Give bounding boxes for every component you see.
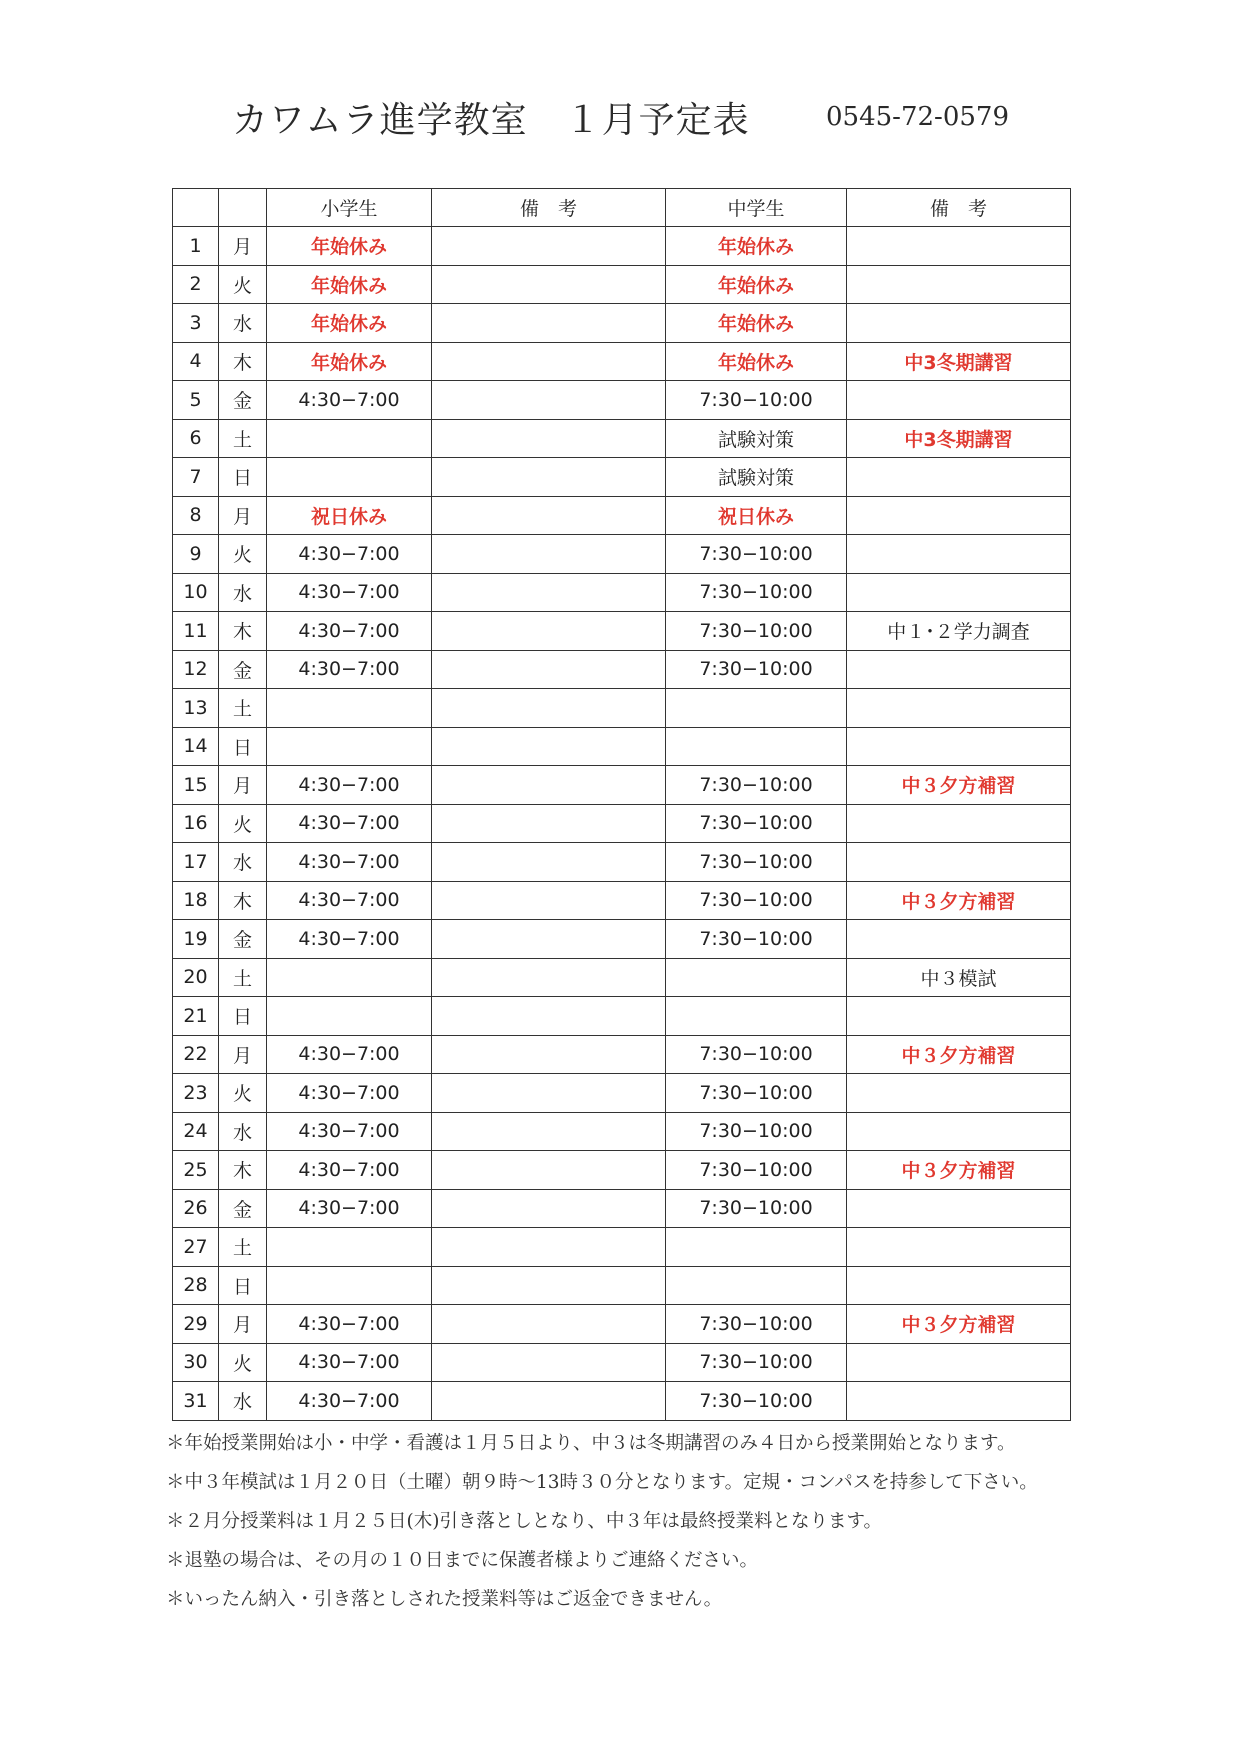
footnote: ＊退塾の場合は、その月の１０日までに保護者様よりご連絡ください。 <box>166 1550 759 1571</box>
cell-middle-note <box>847 843 1071 882</box>
cell-elementary-note <box>432 727 666 766</box>
cell-weekday: 金 <box>219 650 267 689</box>
cell-elementary: 祝日休み <box>267 496 432 535</box>
cell-weekday: 日 <box>219 997 267 1036</box>
cell-middle-note <box>847 265 1071 304</box>
cell-weekday: 土 <box>219 1228 267 1267</box>
cell-day: 17 <box>173 843 219 882</box>
cell-elementary-note <box>432 304 666 343</box>
cell-middle-school: 試験対策 <box>666 419 847 458</box>
cell-middle-school: 7:30−10:00 <box>666 1151 847 1190</box>
schedule-body <box>173 227 1071 1421</box>
table-row <box>173 381 1071 420</box>
cell-elementary-note <box>432 766 666 805</box>
cell-elementary: 4:30−7:00 <box>267 612 432 651</box>
cell-day: 12 <box>173 650 219 689</box>
header-elementary-notes: 備 考 <box>432 189 666 227</box>
footnote: ＊中３年模試は１月２０日（土曜）朝９時〜13時３０分となります。定規・コンパスを持参して下さい。 <box>166 1472 1038 1493</box>
table-row <box>173 1074 1071 1113</box>
cell-day: 24 <box>173 1112 219 1151</box>
cell-middle-note <box>847 1112 1071 1151</box>
cell-middle-school: 7:30−10:00 <box>666 1112 847 1151</box>
cell-middle-school: 年始休み <box>666 227 847 266</box>
cell-day: 3 <box>173 304 219 343</box>
cell-elementary-note <box>432 1151 666 1190</box>
header-weekday <box>219 189 267 227</box>
cell-weekday: 火 <box>219 1074 267 1113</box>
cell-elementary: 4:30−7:00 <box>267 1035 432 1074</box>
cell-middle-note <box>847 1228 1071 1267</box>
cell-elementary-note <box>432 1074 666 1113</box>
cell-weekday: 火 <box>219 804 267 843</box>
cell-weekday: 木 <box>219 612 267 651</box>
cell-weekday: 日 <box>219 1266 267 1305</box>
cell-weekday: 水 <box>219 1112 267 1151</box>
cell-elementary-note <box>432 1382 666 1421</box>
cell-weekday: 水 <box>219 843 267 882</box>
cell-middle-note: 中３夕方補習 <box>847 766 1071 805</box>
cell-elementary-note <box>432 1228 666 1267</box>
table-row <box>173 1189 1071 1228</box>
cell-middle-school: 7:30−10:00 <box>666 535 847 574</box>
table-row <box>173 1305 1071 1344</box>
cell-elementary: 4:30−7:00 <box>267 381 432 420</box>
cell-middle-school: 年始休み <box>666 265 847 304</box>
cell-elementary: 4:30−7:00 <box>267 766 432 805</box>
header-middle-school: 中学生 <box>666 189 847 227</box>
cell-elementary: 年始休み <box>267 342 432 381</box>
cell-elementary-note <box>432 650 666 689</box>
cell-weekday: 日 <box>219 458 267 497</box>
cell-middle-school: 7:30−10:00 <box>666 573 847 612</box>
cell-day: 9 <box>173 535 219 574</box>
cell-middle-school: 7:30−10:00 <box>666 1305 847 1344</box>
cell-elementary: 4:30−7:00 <box>267 1382 432 1421</box>
cell-elementary: 4:30−7:00 <box>267 804 432 843</box>
cell-middle-note <box>847 1189 1071 1228</box>
cell-elementary: 4:30−7:00 <box>267 920 432 959</box>
table-row <box>173 1151 1071 1190</box>
table-row <box>173 458 1071 497</box>
cell-middle-school <box>666 727 847 766</box>
cell-day: 4 <box>173 342 219 381</box>
cell-middle-school: 試験対策 <box>666 458 847 497</box>
cell-weekday: 金 <box>219 381 267 420</box>
cell-middle-school: 年始休み <box>666 304 847 343</box>
cell-elementary: 4:30−7:00 <box>267 573 432 612</box>
cell-weekday: 水 <box>219 1382 267 1421</box>
cell-middle-school <box>666 958 847 997</box>
cell-middle-note <box>847 1266 1071 1305</box>
table-row <box>173 1266 1071 1305</box>
cell-elementary-note <box>432 573 666 612</box>
cell-middle-school: 7:30−10:00 <box>666 766 847 805</box>
cell-elementary-note <box>432 689 666 728</box>
table-row <box>173 804 1071 843</box>
cell-elementary <box>267 997 432 1036</box>
cell-middle-note: 中３夕方補習 <box>847 1035 1071 1074</box>
cell-elementary: 4:30−7:00 <box>267 650 432 689</box>
cell-elementary-note <box>432 458 666 497</box>
cell-weekday: 土 <box>219 958 267 997</box>
cell-elementary-note <box>432 958 666 997</box>
cell-day: 28 <box>173 1266 219 1305</box>
cell-middle-note <box>847 496 1071 535</box>
table-row <box>173 612 1071 651</box>
cell-elementary <box>267 1228 432 1267</box>
cell-day: 19 <box>173 920 219 959</box>
cell-middle-note <box>847 997 1071 1036</box>
table-row <box>173 265 1071 304</box>
cell-day: 6 <box>173 419 219 458</box>
phone-number: 0545-72-0579 <box>826 102 1009 132</box>
cell-weekday: 月 <box>219 227 267 266</box>
cell-elementary: 4:30−7:00 <box>267 843 432 882</box>
cell-elementary: 4:30−7:00 <box>267 1112 432 1151</box>
cell-day: 31 <box>173 1382 219 1421</box>
cell-weekday: 日 <box>219 727 267 766</box>
cell-middle-note: 中１･２学力調査 <box>847 612 1071 651</box>
cell-day: 14 <box>173 727 219 766</box>
cell-middle-school: 年始休み <box>666 342 847 381</box>
table-row <box>173 535 1071 574</box>
cell-day: 11 <box>173 612 219 651</box>
cell-middle-note: 中３夕方補習 <box>847 1151 1071 1190</box>
table-row <box>173 573 1071 612</box>
cell-elementary: 年始休み <box>267 265 432 304</box>
cell-middle-school: 7:30−10:00 <box>666 1074 847 1113</box>
cell-elementary-note <box>432 381 666 420</box>
cell-elementary-note <box>432 1112 666 1151</box>
table-row <box>173 419 1071 458</box>
cell-middle-note <box>847 381 1071 420</box>
table-row <box>173 1343 1071 1382</box>
cell-middle-note <box>847 535 1071 574</box>
page-title: カワムラ進学教室 １月予定表 <box>232 100 750 141</box>
cell-day: 2 <box>173 265 219 304</box>
cell-weekday: 月 <box>219 1035 267 1074</box>
header-day <box>173 189 219 227</box>
cell-middle-school: 祝日休み <box>666 496 847 535</box>
cell-day: 13 <box>173 689 219 728</box>
cell-middle-note <box>847 227 1071 266</box>
cell-middle-note: 中3冬期講習 <box>847 419 1071 458</box>
cell-middle-school: 7:30−10:00 <box>666 381 847 420</box>
table-row <box>173 227 1071 266</box>
cell-middle-note: 中3冬期講習 <box>847 342 1071 381</box>
cell-middle-school <box>666 689 847 728</box>
cell-weekday: 土 <box>219 689 267 728</box>
cell-elementary-note <box>432 1035 666 1074</box>
cell-elementary: 4:30−7:00 <box>267 1074 432 1113</box>
cell-elementary-note <box>432 612 666 651</box>
cell-middle-school: 7:30−10:00 <box>666 920 847 959</box>
cell-elementary-note <box>432 227 666 266</box>
cell-elementary <box>267 458 432 497</box>
cell-day: 27 <box>173 1228 219 1267</box>
cell-middle-school: 7:30−10:00 <box>666 843 847 882</box>
cell-middle-school: 7:30−10:00 <box>666 1189 847 1228</box>
cell-middle-school: 7:30−10:00 <box>666 881 847 920</box>
cell-elementary <box>267 1266 432 1305</box>
cell-weekday: 月 <box>219 496 267 535</box>
table-row <box>173 689 1071 728</box>
cell-weekday: 土 <box>219 419 267 458</box>
cell-middle-note <box>847 458 1071 497</box>
cell-middle-school <box>666 1266 847 1305</box>
footnote: ＊２月分授業料は１月２５日(木)引き落としとなり、中３年は最終授業料となります。 <box>166 1511 882 1532</box>
cell-elementary: 4:30−7:00 <box>267 1189 432 1228</box>
cell-middle-note <box>847 1343 1071 1382</box>
cell-elementary <box>267 727 432 766</box>
table-row <box>173 766 1071 805</box>
cell-middle-note: 中３夕方補習 <box>847 881 1071 920</box>
cell-elementary-note <box>432 265 666 304</box>
cell-middle-school <box>666 1228 847 1267</box>
header-elementary: 小学生 <box>267 189 432 227</box>
cell-elementary: 4:30−7:00 <box>267 881 432 920</box>
cell-middle-note <box>847 1382 1071 1421</box>
cell-day: 1 <box>173 227 219 266</box>
cell-middle-note <box>847 804 1071 843</box>
cell-elementary-note <box>432 881 666 920</box>
cell-elementary-note <box>432 342 666 381</box>
schedule-table <box>172 188 1071 1421</box>
cell-elementary-note <box>432 920 666 959</box>
cell-middle-school <box>666 997 847 1036</box>
cell-day: 5 <box>173 381 219 420</box>
footnote: ＊いったん納入・引き落としされた授業料等はご返金できません。 <box>166 1589 723 1610</box>
cell-elementary: 4:30−7:00 <box>267 1151 432 1190</box>
cell-elementary <box>267 419 432 458</box>
table-row <box>173 958 1071 997</box>
cell-day: 15 <box>173 766 219 805</box>
cell-elementary <box>267 958 432 997</box>
cell-weekday: 木 <box>219 342 267 381</box>
cell-weekday: 水 <box>219 304 267 343</box>
table-row <box>173 997 1071 1036</box>
cell-middle-school: 7:30−10:00 <box>666 612 847 651</box>
cell-middle-note <box>847 304 1071 343</box>
cell-middle-note <box>847 650 1071 689</box>
cell-day: 10 <box>173 573 219 612</box>
cell-day: 23 <box>173 1074 219 1113</box>
header-middle-notes: 備 考 <box>847 189 1071 227</box>
table-row <box>173 1228 1071 1267</box>
cell-day: 20 <box>173 958 219 997</box>
cell-weekday: 木 <box>219 1151 267 1190</box>
cell-middle-school: 7:30−10:00 <box>666 1382 847 1421</box>
table-row <box>173 881 1071 920</box>
cell-elementary-note <box>432 419 666 458</box>
cell-elementary-note <box>432 1189 666 1228</box>
cell-elementary-note <box>432 496 666 535</box>
cell-weekday: 月 <box>219 1305 267 1344</box>
cell-middle-note <box>847 920 1071 959</box>
table-row <box>173 1112 1071 1151</box>
cell-elementary: 年始休み <box>267 304 432 343</box>
cell-day: 29 <box>173 1305 219 1344</box>
cell-weekday: 金 <box>219 920 267 959</box>
footnote: ＊年始授業開始は小・中学・看護は１月５日より、中３は冬期講習のみ４日から授業開始となります。 <box>166 1433 1016 1454</box>
cell-weekday: 月 <box>219 766 267 805</box>
cell-elementary-note <box>432 1305 666 1344</box>
cell-elementary-note <box>432 535 666 574</box>
cell-weekday: 火 <box>219 535 267 574</box>
cell-day: 18 <box>173 881 219 920</box>
footnotes <box>166 1424 1176 1619</box>
cell-elementary-note <box>432 1266 666 1305</box>
cell-weekday: 金 <box>219 1189 267 1228</box>
table-row <box>173 727 1071 766</box>
cell-weekday: 水 <box>219 573 267 612</box>
table-row <box>173 1035 1071 1074</box>
table-row <box>173 843 1071 882</box>
cell-day: 21 <box>173 997 219 1036</box>
table-header-row <box>173 189 1071 227</box>
cell-elementary-note <box>432 843 666 882</box>
table-row <box>173 304 1071 343</box>
table-row <box>173 920 1071 959</box>
cell-day: 26 <box>173 1189 219 1228</box>
cell-elementary <box>267 689 432 728</box>
cell-middle-school: 7:30−10:00 <box>666 1343 847 1382</box>
cell-day: 7 <box>173 458 219 497</box>
cell-day: 22 <box>173 1035 219 1074</box>
cell-middle-note: 中３夕方補習 <box>847 1305 1071 1344</box>
cell-elementary: 4:30−7:00 <box>267 1305 432 1344</box>
table-row <box>173 496 1071 535</box>
cell-weekday: 木 <box>219 881 267 920</box>
table-row <box>173 342 1071 381</box>
cell-middle-note <box>847 727 1071 766</box>
cell-middle-school: 7:30−10:00 <box>666 650 847 689</box>
cell-weekday: 火 <box>219 265 267 304</box>
cell-middle-note: 中３模試 <box>847 958 1071 997</box>
cell-elementary: 年始休み <box>267 227 432 266</box>
cell-day: 30 <box>173 1343 219 1382</box>
table-row <box>173 1382 1071 1421</box>
table-row <box>173 650 1071 689</box>
cell-elementary-note <box>432 1343 666 1382</box>
page-header <box>0 88 1242 148</box>
cell-middle-school: 7:30−10:00 <box>666 1035 847 1074</box>
cell-elementary: 4:30−7:00 <box>267 1343 432 1382</box>
cell-middle-note <box>847 689 1071 728</box>
cell-elementary-note <box>432 804 666 843</box>
cell-middle-note <box>847 573 1071 612</box>
cell-elementary: 4:30−7:00 <box>267 535 432 574</box>
cell-day: 8 <box>173 496 219 535</box>
cell-day: 25 <box>173 1151 219 1190</box>
cell-elementary-note <box>432 997 666 1036</box>
cell-middle-note <box>847 1074 1071 1113</box>
cell-middle-school: 7:30−10:00 <box>666 804 847 843</box>
cell-weekday: 火 <box>219 1343 267 1382</box>
cell-day: 16 <box>173 804 219 843</box>
